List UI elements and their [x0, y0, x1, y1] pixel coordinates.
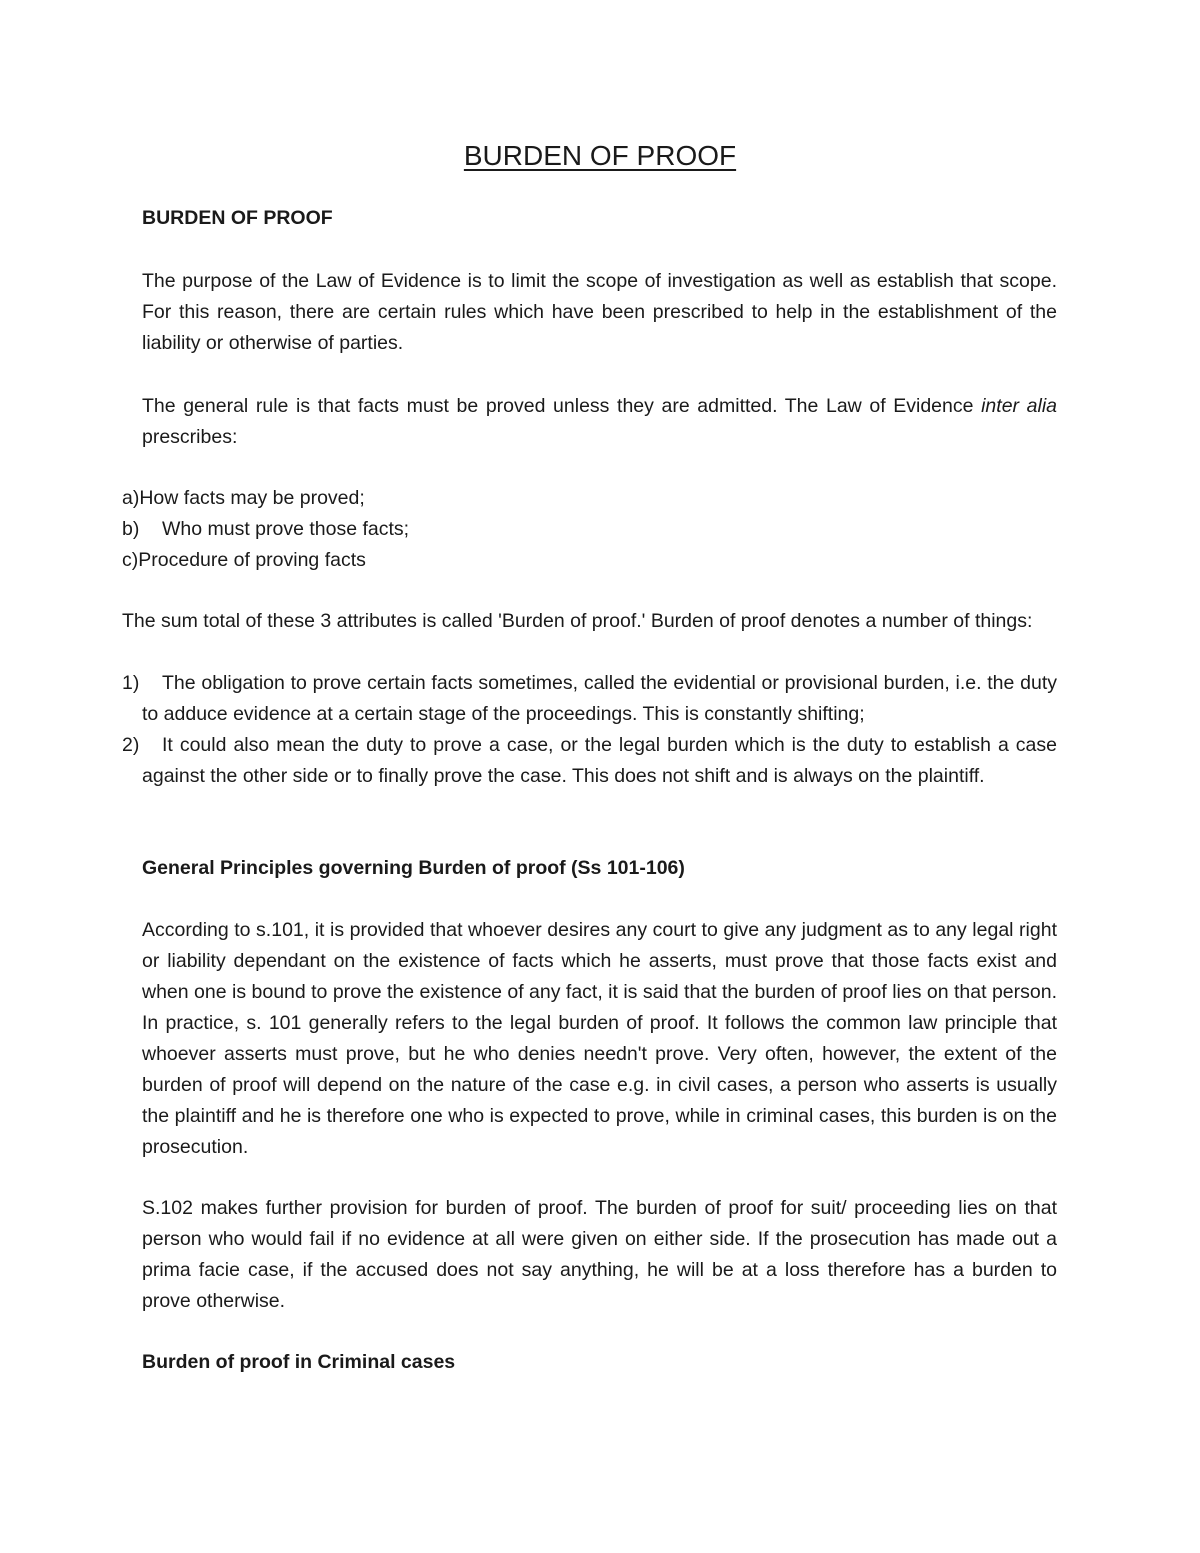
list-item [122, 483, 409, 514]
sum-total-text: The sum total of these 3 attributes is called 'Burden of proof.' Burden of proof denotes a number of things: [122, 610, 1033, 632]
general-rule-paragraph [142, 391, 1057, 453]
list-item-text: The obligation to prove certain facts sometimes, called the evidential or provisional burden, i.e. the duty to adduce evidence at a certain stage of the proceedings. This is constantly shifting; [142, 672, 1057, 725]
list-item-text: Procedure of proving facts [138, 549, 366, 571]
alpha-list [122, 483, 409, 576]
general-rule-tail: prescribes: [142, 426, 238, 448]
list-item [122, 730, 1057, 792]
general-rule-italic: inter alia [981, 395, 1057, 417]
list-item-text: How facts may be proved; [139, 487, 365, 509]
list-item [122, 545, 409, 576]
list-marker: 2) [122, 734, 140, 756]
criminal-heading: Burden of proof in Criminal cases [142, 1351, 456, 1373]
intro-paragraph: The purpose of the Law of Evidence is to limit the scope of investigation as well as establish that scope. For this reason, there are certain rules which have been prescribed to help in the establishment of the liability or otherwise of parties. [142, 270, 1057, 354]
list-marker: b) [122, 518, 140, 540]
list-item-text: Who must prove those facts; [162, 518, 410, 540]
list-item-text: It could also mean the duty to prove a case, or the legal burden which is the duty to establish a case against the other side or to finally prove the case. This does not shift and is always on the plaintiff. [142, 734, 1057, 787]
section-heading: BURDEN OF PROOF [142, 207, 333, 229]
list-marker: 1) [122, 672, 140, 694]
list-marker: c) [122, 549, 139, 571]
list-marker: a) [122, 487, 140, 509]
list-item [122, 668, 1057, 730]
numbered-list [122, 668, 1057, 792]
document-title: BURDEN OF PROOF [463, 140, 737, 171]
s102-paragraph: S.102 makes further provision for burden of proof. The burden of proof for suit/ proceeding lies on that person who would fail if no evidence at all were given on either side. If the prosecution has made out a prima facie case, if the accused does not say anything, he will be at a loss therefore has a burden to prove otherwise. [142, 1197, 1057, 1312]
general-rule-text: The general rule is that facts must be proved unless they are admitted. The Law of Evidence [142, 395, 982, 417]
list-item [122, 514, 409, 545]
sum-total-paragraph [122, 606, 1057, 637]
principles-heading: General Principles governing Burden of proof (Ss 101-106) [142, 857, 685, 879]
s101-paragraph: According to s.101, it is provided that whoever desires any court to give any judgment as to any legal right or liability dependant on the existence of facts which he asserts, must prove that those facts exist and when one is bound to prove the existence of any fact, it is said that the burden of proof lies on that person. In practice, s. 101 generally refers to the legal burden of proof. It follows the common law principle that whoever asserts must prove, but he who denies needn't prove. Very often, however, the extent of the burden of proof will depend on the nature of the case e.g. in civil cases, a person who asserts is usually the plaintiff and he is therefore one who is expected to prove, while in criminal cases, this burden is on the prosecution. [142, 919, 1057, 1158]
